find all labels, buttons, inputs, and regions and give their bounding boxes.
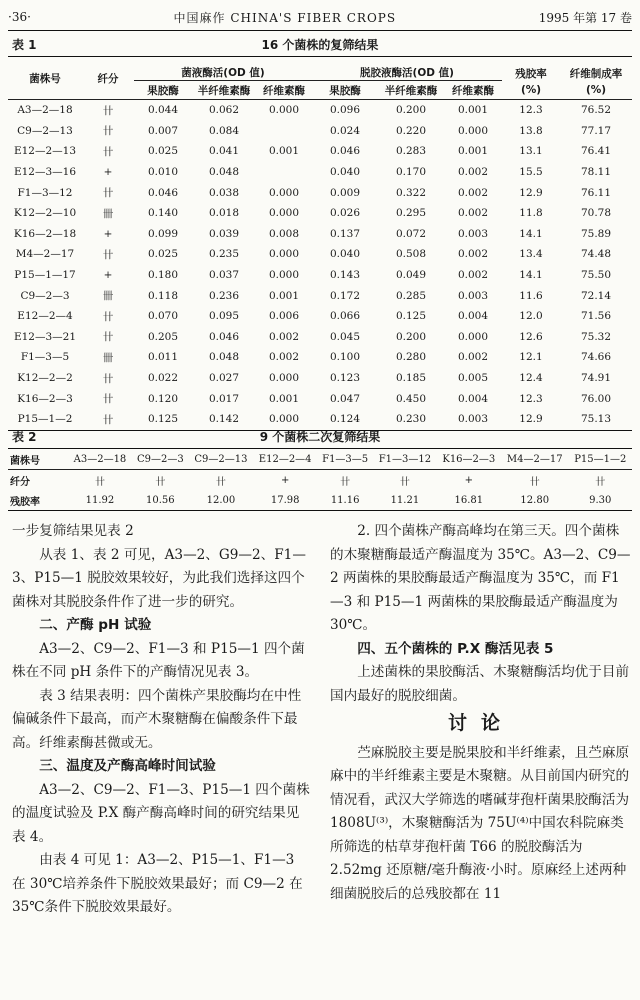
- table-cell: 0.000: [268, 269, 300, 282]
- table-cell: 0.096: [329, 104, 361, 117]
- table-cell: K12—2—10: [13, 207, 77, 220]
- table2-split: 卄: [340, 476, 351, 488]
- table-cell: 74.91: [580, 372, 612, 385]
- body-column-left: [12, 520, 312, 920]
- table-cell: 0.047: [329, 392, 361, 405]
- sub-hemicellulase-1: 半纤维素酶: [192, 81, 256, 100]
- table2-split: 卄: [94, 476, 105, 488]
- table-cell: 0.025: [147, 145, 179, 158]
- table2-residue-label: 残胶率: [8, 490, 68, 511]
- table-cell: 0.002: [268, 351, 300, 364]
- table-row: [8, 285, 632, 306]
- table2-strain-label: 菌株号: [8, 449, 68, 470]
- table2-strain: M4—2—17: [501, 449, 569, 470]
- table-cell: 0.295: [395, 207, 427, 220]
- table-cell: 74.48: [580, 248, 612, 261]
- table-cell: 0.027: [208, 372, 240, 385]
- table-cell: 0.008: [268, 227, 300, 240]
- table-cell: 0.011: [147, 351, 179, 364]
- table-cell: 卌: [102, 351, 114, 364]
- table-cell: 0.137: [329, 227, 361, 240]
- table-cell: 0.048: [208, 166, 240, 179]
- table-cell: 0.006: [268, 310, 300, 323]
- table-cell: 0.007: [147, 124, 179, 137]
- table-row: [8, 100, 632, 121]
- table-cell: 0.038: [208, 186, 240, 199]
- table-cell: 0.000: [268, 372, 300, 385]
- table-cell: 12.9: [519, 186, 543, 199]
- body-paragraph: A3—2、C9—2、F1—3、P15—1 四个菌株的温度试验及 P.X 酶产酶高峰时间的研究结果见表 4。: [12, 781, 310, 845]
- table-cell: 卄: [102, 187, 114, 200]
- table-cell: +: [103, 166, 113, 179]
- table2-strain: P15—1—2: [569, 449, 632, 470]
- table2: [8, 448, 632, 511]
- table-cell: 0.099: [147, 227, 179, 240]
- table-cell: 0.002: [268, 330, 300, 343]
- table-cell: 0.236: [208, 289, 240, 302]
- table1-title: 16 个菌株的复筛结果: [261, 38, 379, 52]
- table2-title: 9 个菌株二次复筛结果: [259, 430, 381, 444]
- table-cell: 74.66: [580, 351, 612, 364]
- table-cell: E12—2—4: [17, 310, 73, 323]
- table2-strain: A3—2—18: [68, 449, 132, 470]
- table-cell: 0.046: [147, 186, 179, 199]
- table-cell: 0.072: [395, 227, 427, 240]
- body-paragraph: 苎麻脱胶主要是脱果胶和半纤维素，且苎麻原麻中的半纤维素主要是木聚糖。从目前国内研究的情况看，武汉大学筛选的嗜碱芽孢杆菌果胶酶活为 1808U⁽³⁾，木聚糖酶活为 75U⁽⁴⁾中国农科院麻类所筛选的枯草芽孢杆菌 T66 的脱胶酶活为 2.52mg 还原糖/毫升酶液·小时。原麻经上述两种细菌脱胶后的总残胶都在 11: [330, 744, 630, 902]
- col-yield: 纤维制成率: [569, 67, 623, 80]
- table-cell: 0.003: [457, 289, 489, 302]
- table-cell: A3—2—18: [17, 104, 73, 117]
- table-cell: P15—1—2: [8, 409, 82, 430]
- table-cell: 0.024: [329, 124, 361, 137]
- running-header: [8, 8, 632, 26]
- table-cell: 0.002: [457, 207, 489, 220]
- table-cell: 12.1: [519, 351, 543, 364]
- table-row: [8, 224, 632, 245]
- table-cell: 卄: [102, 393, 114, 406]
- table-cell: 0.120: [147, 392, 179, 405]
- table-cell: 0.022: [147, 372, 179, 385]
- table-cell: [256, 162, 312, 183]
- table-cell: C9—2—3: [20, 289, 70, 302]
- table-cell: 0.170: [395, 166, 427, 179]
- table-cell: 70.78: [580, 207, 612, 220]
- table-cell: 13.4: [519, 248, 543, 261]
- body-paragraph: 表 3 结果表明：四个菌株产果胶酶均在中性偏碱条件下最高，而产木聚糖酶在偏酸条件下最高。纤维素酶甚微或无。: [12, 687, 302, 751]
- table-cell: 0.322: [395, 186, 427, 199]
- table2-strain: K16—2—3: [437, 449, 501, 470]
- table-cell: 0.037: [208, 269, 240, 282]
- table-cell: 0.004: [457, 392, 489, 405]
- col-group-degum: 脱胶液酶活(OD 值): [312, 58, 502, 81]
- table-cell: 0.000: [268, 104, 300, 117]
- sub-pectinase-1: 果胶酶: [134, 81, 192, 100]
- table-cell: 0.200: [395, 330, 427, 343]
- table-cell: 0.003: [457, 227, 489, 240]
- table-cell: 0.118: [147, 289, 179, 302]
- table-cell: 0.123: [329, 372, 361, 385]
- table-cell: 0.039: [208, 227, 240, 240]
- table-cell: 0.143: [329, 269, 361, 282]
- table-cell: 76.11: [580, 186, 612, 199]
- section-heading: 三、温度及产酶高峰时间试验: [39, 758, 216, 774]
- table-cell: 0.285: [395, 289, 427, 302]
- table2-strain: C9—2—13: [189, 449, 253, 470]
- table-row: [8, 244, 632, 265]
- table2-split: +: [280, 474, 290, 486]
- table-cell: 0.001: [268, 392, 300, 405]
- table-row: [8, 162, 632, 183]
- table-cell: 75.89: [580, 227, 612, 240]
- table-cell: 卄: [82, 409, 134, 430]
- yield-unit: (%): [560, 81, 632, 100]
- table-cell: 0.001: [457, 145, 489, 158]
- table-cell: E12—2—13: [13, 145, 77, 158]
- body-paragraph: A3—2、C9—2、F1—3 和 P15—1 四个菌株在不同 pH 条件下的产酶情况见表 3。: [12, 640, 305, 680]
- table-cell: 14.1: [519, 269, 543, 282]
- table-cell: 0.205: [147, 330, 179, 343]
- body-column-right: [330, 520, 632, 906]
- table-cell: 72.14: [580, 289, 612, 302]
- table-cell: E12—3—21: [13, 330, 77, 343]
- table2-residue: 10.56: [132, 490, 189, 511]
- table-row: [8, 141, 632, 162]
- table-cell: 76.41: [580, 145, 612, 158]
- table-row: [8, 368, 632, 389]
- table-cell: M4—2—17: [15, 248, 75, 261]
- table-cell: 0.095: [208, 310, 240, 323]
- table1-body: [8, 100, 632, 431]
- table2-split-label: 纤分: [10, 476, 30, 488]
- table-cell: 0.000: [268, 186, 300, 199]
- table-cell: 0.000: [268, 248, 300, 261]
- table-cell: 12.4: [519, 372, 543, 385]
- table2-split: 卄: [215, 476, 226, 488]
- section-heading: 二、产酶 pH 试验: [39, 617, 152, 633]
- table-cell: 0.066: [329, 310, 361, 323]
- table-cell: 0.280: [395, 351, 427, 364]
- table2-split: 卄: [529, 476, 540, 488]
- col-strain: 菌株号: [8, 58, 82, 100]
- table-row: [8, 121, 632, 142]
- table-cell: 12.9: [502, 409, 560, 430]
- section-heading: 四、五个菌株的 P.X 酶活见表 5: [357, 640, 554, 657]
- table-cell: P15—1—17: [14, 269, 76, 282]
- table-cell: 13.8: [519, 124, 543, 137]
- table-cell: 12.3: [519, 104, 543, 117]
- table2-split: +: [464, 474, 473, 486]
- table2-split: 卄: [399, 476, 410, 488]
- journal-name: 中国麻作 CHINA'S FIBER CROPS: [173, 10, 397, 25]
- table2-residue: 16.81: [437, 490, 501, 511]
- table-row: [8, 265, 632, 286]
- table-cell: F1—3—5: [20, 351, 70, 364]
- table-cell: 卄: [102, 104, 114, 117]
- table2-residue: 11.16: [317, 490, 373, 511]
- table-cell: 76.00: [580, 392, 612, 405]
- table-cell: 0.142: [192, 409, 256, 430]
- table2-label: 表 2: [12, 430, 37, 444]
- table-cell: 0.046: [208, 330, 240, 343]
- table-cell: 卄: [102, 145, 114, 158]
- table-cell: 12.6: [519, 330, 543, 343]
- table2-residue: 9.30: [569, 490, 632, 511]
- table-cell: 77.17: [580, 124, 612, 137]
- table2-residue: 11.92: [68, 490, 132, 511]
- table-cell: [256, 121, 312, 142]
- table-cell: 0.040: [329, 248, 361, 261]
- table-cell: 0.002: [457, 248, 489, 261]
- table-cell: 0.235: [208, 248, 240, 261]
- table-cell: C9—2—13: [17, 124, 73, 137]
- table2-residue: 12.80: [501, 490, 569, 511]
- table-row: [8, 182, 632, 203]
- table-cell: 0.180: [147, 269, 179, 282]
- table-row: [8, 347, 632, 368]
- table2-residue: 12.00: [189, 490, 253, 511]
- table-cell: 0.002: [457, 351, 489, 364]
- sub-pectinase-2: 果胶酶: [312, 81, 378, 100]
- table-cell: 卄: [102, 331, 114, 344]
- table-cell: K16—2—18: [13, 227, 77, 240]
- table2-strain: C9—2—3: [132, 449, 189, 470]
- table-cell: 0.220: [395, 124, 427, 137]
- table-cell: 13.1: [519, 145, 543, 158]
- table-cell: 0.062: [208, 104, 240, 117]
- table-cell: 0.010: [147, 166, 179, 179]
- table-cell: 76.52: [580, 104, 612, 117]
- table-cell: 0.003: [444, 409, 502, 430]
- table-cell: 卄: [102, 372, 114, 385]
- table-cell: 0.044: [147, 104, 179, 117]
- table-cell: 0.124: [312, 409, 378, 430]
- table-cell: 0.002: [457, 166, 489, 179]
- table-cell: 0.048: [208, 351, 240, 364]
- table-cell: 12.0: [519, 310, 543, 323]
- table-cell: 0.001: [268, 145, 300, 158]
- table-cell: 0.283: [395, 145, 427, 158]
- table-row: [8, 306, 632, 327]
- table-cell: 卌: [102, 207, 114, 220]
- table1-top-rule: [8, 56, 632, 57]
- sub-cellulase-1: 纤维素酶: [256, 81, 312, 100]
- col-residue: 残胶率: [515, 67, 547, 80]
- table-cell: 0.049: [395, 269, 427, 282]
- table2-strain: F1—3—12: [373, 449, 437, 470]
- table-cell: 0.200: [395, 104, 427, 117]
- body-paragraph: 上述菌株的果胶酶活、木聚糖酶活均优于目前国内最好的脱胶细菌。: [330, 664, 630, 704]
- table-cell: 0.140: [147, 207, 179, 220]
- table-cell: 0.125: [395, 310, 427, 323]
- table-cell: 0.005: [457, 372, 489, 385]
- table-cell: 0.000: [457, 124, 489, 137]
- table-cell: 卄: [102, 310, 114, 323]
- table-cell: 0.070: [147, 310, 179, 323]
- table-cell: +: [103, 227, 113, 240]
- table-row: [8, 327, 632, 348]
- table-cell: 0.046: [329, 145, 361, 158]
- table2-residue: 11.21: [373, 490, 437, 511]
- sub-cellulase-2: 纤维素酶: [444, 81, 502, 100]
- body-paragraph: 从表 1、表 2 可见，A3—2、G9—2、F1—3、P15—1 脱胶效果较好，为此我们选择这四个菌株对其脱胶条件作了进一步的研究。: [12, 546, 306, 610]
- table-cell: 0.172: [329, 289, 361, 302]
- table-cell: 0.018: [208, 207, 240, 220]
- table-cell: 卄: [102, 248, 114, 261]
- table-cell: 11.8: [519, 207, 543, 220]
- table-cell: 0.450: [395, 392, 427, 405]
- table-cell: 75.32: [580, 330, 612, 343]
- table-cell: 0.185: [395, 372, 427, 385]
- table-cell: 0.001: [457, 104, 489, 117]
- table-cell: 0.045: [329, 330, 361, 343]
- table-cell: 12.3: [519, 392, 543, 405]
- table-cell: 0.000: [256, 409, 312, 430]
- table-cell: 0.041: [208, 145, 240, 158]
- table1: [8, 58, 632, 431]
- table2-split: 卄: [595, 476, 606, 488]
- table1-label: 表 1: [12, 38, 37, 52]
- table-cell: 0.000: [457, 330, 489, 343]
- table2-strain: F1—3—5: [317, 449, 373, 470]
- body-paragraph: 一步复筛结果见表 2: [12, 523, 134, 539]
- table2-strain: E12—2—4: [253, 449, 317, 470]
- table-cell: 75.50: [580, 269, 612, 282]
- residue-unit: (%): [502, 81, 560, 100]
- table-cell: 75.13: [560, 409, 632, 430]
- discussion-title: 讨论: [447, 712, 514, 734]
- table-cell: E12—3—16: [13, 166, 77, 179]
- header-rule: [8, 30, 632, 31]
- table-cell: 0.508: [395, 248, 427, 261]
- table-cell: 0.230: [378, 409, 444, 430]
- sub-hemicellulase-2: 半纤维素酶: [378, 81, 444, 100]
- page-number: ·36·: [8, 10, 31, 24]
- body-paragraph: 由表 4 可见 1：A3—2、P15—1、F1—3 在 30℃培养条件下脱胶效果最好；而 C9—2 在 35℃条件下脱胶效果最好。: [12, 852, 303, 915]
- table-cell: K16—2—3: [17, 392, 73, 405]
- table2-residue: 17.98: [253, 490, 317, 511]
- table-cell: 0.084: [208, 124, 240, 137]
- issue-info: 1995 年第 17 卷: [538, 10, 632, 25]
- table-cell: 0.002: [457, 269, 489, 282]
- table-cell: 0.040: [329, 166, 361, 179]
- table-cell: 14.1: [519, 227, 543, 240]
- table-cell: 0.000: [268, 207, 300, 220]
- table-cell: 0.004: [457, 310, 489, 323]
- table-cell: 0.026: [329, 207, 361, 220]
- body-paragraph: 2. 四个菌株产酶高峰均在第三天。四个菌株的木聚糖酶最适产酶温度为 35℃。A3—2、C9—2 两菌株的果胶酶最适产酶温度为 35℃，而 F1—3 和 P15—1 两菌株的果胶酶最适产酶温度为 30℃。: [330, 523, 631, 633]
- table-cell: 0.009: [329, 186, 361, 199]
- table-row: [8, 409, 632, 430]
- table2-split: 卄: [155, 476, 166, 488]
- table-cell: +: [103, 269, 113, 282]
- table-cell: 0.125: [134, 409, 192, 430]
- table-cell: 71.56: [580, 310, 612, 323]
- table-row: [8, 203, 632, 224]
- table-cell: K12—2—2: [17, 372, 73, 385]
- table-cell: 0.001: [268, 289, 300, 302]
- table-cell: 卌: [102, 290, 114, 303]
- table-cell: 0.002: [457, 186, 489, 199]
- table-cell: 0.100: [329, 351, 361, 364]
- table-cell: 0.017: [208, 392, 240, 405]
- table-cell: 0.025: [147, 248, 179, 261]
- col-group-broth: 菌液酶活(OD 值): [134, 58, 312, 81]
- table-cell: 78.11: [580, 166, 612, 179]
- table-cell: 11.6: [519, 289, 543, 302]
- table-row: [8, 388, 632, 409]
- col-split: 纤分: [82, 58, 134, 100]
- table-cell: 15.5: [519, 166, 543, 179]
- table-cell: 卄: [102, 125, 114, 138]
- table-cell: F1—3—12: [17, 186, 73, 199]
